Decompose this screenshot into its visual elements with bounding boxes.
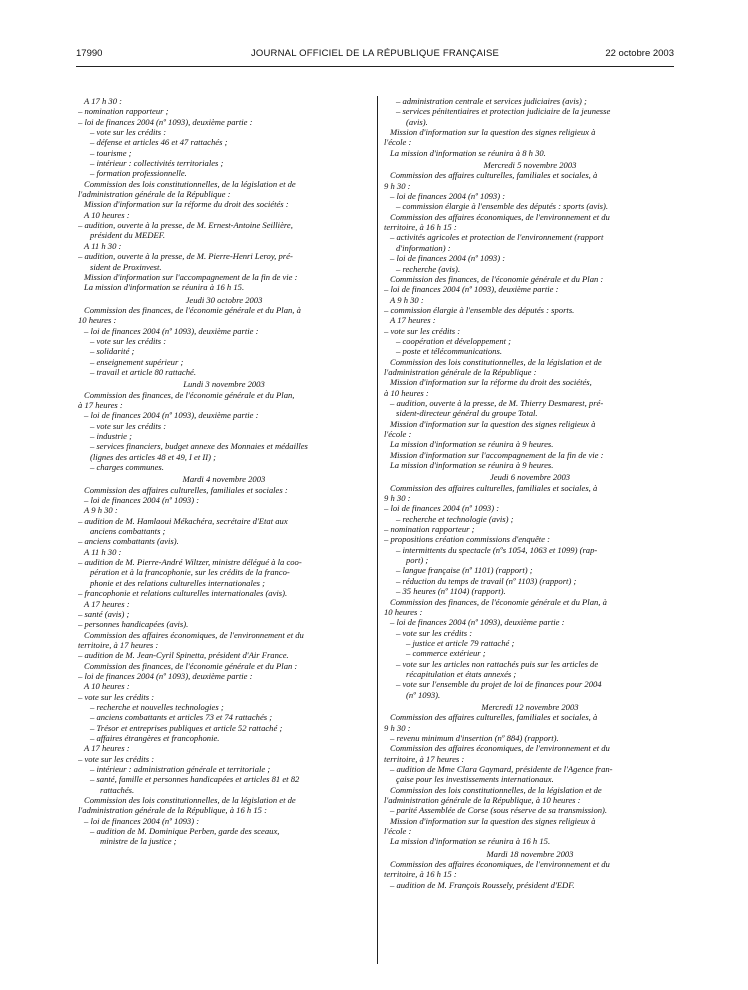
text-line: – formation professionnelle. [90, 168, 187, 179]
journal-title: JOURNAL OFFICIEL DE LA RÉPUBLIQUE FRANÇAISE [250, 48, 500, 59]
text-line: – santé (avis) ; [78, 608, 130, 619]
text-line: – vote sur les crédits : [90, 127, 167, 138]
text-line: port) ; [406, 555, 429, 566]
text-line: – propositions création commissions d'enquête : [384, 534, 550, 545]
column-divider [377, 96, 378, 964]
text-line: – vote sur l'ensemble du projet de loi de finances pour 2004 [396, 679, 602, 690]
text-line: Commission des lois constitutionnelles, de la législation et de [390, 356, 602, 367]
text-line: – audition de Mme Clara Gaymard, présidente de l'Agence fran- [390, 764, 613, 774]
text-line: – Trésor et entreprises publiques et article 52 rattaché ; [90, 722, 283, 733]
text-line: A 10 heures : [84, 681, 130, 692]
text-line: 10 heures : [384, 606, 423, 617]
text-line: à 17 heures : [78, 399, 123, 410]
text-line: ministre de la justice ; [100, 836, 177, 847]
text-line: – parité Assemblée de Corse (sous réserve de sa transmission). [390, 805, 608, 816]
text-line: – vote sur les crédits : [384, 325, 461, 336]
text-line: La mission d'information se réunira à 9 heures. [390, 439, 554, 450]
text-line: – coopération et développement ; [396, 335, 512, 346]
text-line: 9 h 30 : [384, 722, 411, 733]
section-date-heading: Mercredi 5 novembre 2003 [483, 160, 577, 171]
text-line: Commission des affaires économiques, de l'environnement et du [84, 629, 304, 640]
text-line: – vote sur les articles non rattachés puis sur les articles de [396, 658, 599, 669]
text-line: – poste et télécommunications. [396, 346, 502, 357]
text-line: Commission des lois constitutionnelles, de la législation et de [84, 795, 296, 806]
text-line: – solidarité ; [90, 346, 135, 357]
text-line: – audition, ouverte à la presse, de M. Ernest-Antoine Seillière, [78, 220, 293, 231]
text-line: – administration centrale et services judiciaires (avis) ; [396, 96, 587, 106]
text-line: – industrie ; [90, 431, 133, 441]
text-line: Commission des finances, de l'économie générale et du Plan, à [84, 304, 301, 315]
text-line: – loi de finances 2004 (nº 1093), deuxième partie : [78, 670, 253, 681]
text-line: – services pénitentiaires et protection judiciaire de la jeunesse [396, 106, 611, 117]
text-line: territoire, à 17 heures : [78, 639, 159, 650]
text-line: anciens combattants ; [90, 526, 166, 537]
text-line: sident de Proxinvest. [90, 261, 162, 272]
text-line: – loi de finances 2004 (nº 1093), deuxième partie : [84, 325, 259, 336]
text-line: Commission des finances, de l'économie générale et du Plan, [84, 389, 295, 400]
text-line: – recherche et nouvelles technologies ; [90, 701, 224, 712]
text-line: La mission d'information se réunira à 16 h 15. [390, 836, 551, 847]
text-line: – 35 heures (nº 1104) (rapport). [396, 586, 506, 597]
text-line: l'école : [384, 826, 412, 837]
text-line: A 9 h 30 : [390, 294, 424, 305]
text-line: – loi de finances 2004 (nº 1093), deuxième partie : [84, 410, 259, 421]
text-line: – commerce extérieur ; [406, 648, 486, 659]
text-line: – tourisme ; [90, 147, 132, 158]
text-line: 10 heures : [78, 315, 117, 326]
header-rule [76, 66, 674, 67]
text-line: A 17 heures : [390, 315, 436, 326]
text-line: territoire, à 17 heures : [384, 753, 465, 764]
page-header [76, 48, 674, 62]
text-line: – anciens combattants (avis). [78, 536, 179, 547]
text-line: A 9 h 30 : [84, 505, 118, 516]
text-line: pération et à la francophonie, sur les crédits de la franco- [90, 567, 290, 578]
text-line: – santé, famille et personnes handicapées et articles 81 et 82 [90, 774, 300, 785]
text-line: A 17 heures : [84, 743, 130, 754]
text-line: – loi de finances 2004 (nº 1093), deuxième partie : [390, 617, 565, 628]
text-line: – affaires étrangères et francophonie. [90, 732, 220, 743]
text-line: La mission d'information se réunira à 9 heures. [390, 460, 554, 471]
text-line: – vote sur les crédits : [90, 335, 167, 346]
text-line: – vote sur les crédits : [90, 420, 167, 431]
text-line: territoire, à 16 h 15 : [384, 869, 457, 880]
text-line: l'administration générale de la République, à 10 heures : [384, 795, 581, 806]
section-date-heading: Mardi 18 novembre 2003 [486, 848, 574, 859]
text-line: Mission d'information sur la réforme du droit des sociétés, [390, 377, 592, 388]
text-line: – réduction du temps de travail (nº 1103) (rapport) ; [396, 575, 577, 586]
text-line: Commission des affaires économiques, de l'environnement et du [390, 859, 610, 870]
text-line: Mission d'information sur l'accompagnement de la fin de vie : [84, 271, 298, 282]
text-line: – intérieur : collectivités territoriales ; [90, 158, 224, 169]
text-line: Mission d'information sur la question des signes religieux à [390, 418, 596, 429]
text-line: – loi de finances 2004 (nº 1093) : [390, 253, 506, 264]
text-line: Commission des affaires culturelles, familiales et sociales, à [390, 482, 598, 493]
text-line: rattachés. [100, 784, 135, 795]
text-line: phonie et des relations culturelles internationales ; [90, 577, 266, 588]
text-line: Commission des affaires économiques, de l'environnement et du [390, 743, 610, 754]
text-line: – loi de finances 2004 (nº 1093) : [390, 191, 506, 202]
text-line: d'information) : [396, 242, 451, 253]
section-date-heading: Jeudi 30 octobre 2003 [185, 294, 263, 305]
text-line: – travail et article 80 rattaché. [90, 366, 196, 377]
text-line: – défense et articles 46 et 47 rattachés ; [90, 137, 228, 148]
text-line: – loi de finances 2004 (nº 1093) : [384, 503, 500, 514]
text-line: – charges communes. [90, 462, 164, 473]
text-line: Commission des affaires culturelles, familiales et sociales, à [390, 170, 598, 181]
page-number: 17990 [76, 48, 103, 59]
text-line: La mission d'information se réunira à 16 h 15. [84, 282, 245, 293]
text-line: 9 h 30 : [384, 493, 411, 504]
text-line: – recherche (avis). [396, 263, 461, 274]
text-line: – commission élargie à l'ensemble des députés : sports. [384, 304, 575, 315]
text-line: A 17 h 30 : [84, 96, 123, 106]
text-line: Mission d'information sur la réforme du droit des sociétés : [84, 199, 289, 210]
text-line: – revenu minimum d'insertion (nº 884) (rapport). [390, 732, 559, 743]
text-line: – intérieur : administration générale et territoriale ; [90, 764, 271, 774]
text-line: – nomination rapporteur ; [384, 524, 475, 535]
text-line: – audition de M. Hamlaoui Mékachéra, secrétaire d'Etat aux [78, 515, 288, 526]
text-line: Mission d'information sur la question des signes religieux à [390, 815, 596, 826]
text-line: çaise pour les investissements internationaux. [396, 774, 554, 785]
text-line: sident-directeur général du groupe Total. [396, 408, 538, 419]
text-line: – loi de finances 2004 (nº 1093) : [84, 495, 200, 506]
text-line: – audition de M. François Roussely, président d'EDF. [390, 879, 575, 890]
text-line: – audition de M. Dominique Perben, garde des sceaux, [90, 826, 280, 837]
text-line: – audition de M. Pierre-André Wiltzer, ministre délégué à la coo- [78, 557, 302, 568]
text-line: – francophonie et relations culturelles internationales (avis). [78, 588, 288, 599]
text-line: – loi de finances 2004 (nº 1093), deuxième partie : [384, 284, 559, 295]
text-line: – anciens combattants et articles 73 et 74 rattachés ; [90, 712, 273, 723]
text-line: 9 h 30 : [384, 180, 411, 191]
text-line: A 10 heures : [84, 209, 130, 220]
text-line: – audition de M. Jean-Cyril Spinetta, président d'Air France. [78, 650, 289, 661]
text-line: – commission élargie à l'ensemble des députés : sports (avis). [396, 201, 609, 212]
text-line: – loi de finances 2004 (nº 1093) : [84, 815, 200, 826]
section-date-heading: Mardi 4 novembre 2003 [182, 474, 266, 485]
text-line: A 11 h 30 : [84, 240, 122, 251]
text-line: A 17 heures : [84, 598, 130, 609]
text-line: l'école : [384, 137, 412, 148]
section-date-heading: Mercredi 12 novembre 2003 [481, 701, 579, 712]
text-line: récapitulation et états annexés ; [406, 668, 517, 679]
text-line: – services financiers, budget annexe des Monnaies et médailles [90, 441, 308, 452]
section-date-heading: Jeudi 6 novembre 2003 [489, 472, 571, 483]
text-line: territoire, à 16 h 15 : [384, 222, 457, 233]
text-line: Mission d'information sur l'accompagnement de la fin de vie : [390, 449, 604, 460]
text-line: Commission des lois constitutionnelles, de la législation et de [390, 784, 602, 795]
text-line: à 10 heures : [384, 387, 429, 398]
text-line: – recherche et technologie (avis) ; [396, 513, 514, 524]
text-line: – audition, ouverte à la presse, de M. Pierre-Henri Leroy, pré- [78, 251, 293, 262]
text-line: – intermittents du spectacle (nºs 1054, 1063 et 1099) (rap- [396, 544, 598, 555]
text-line: l'administration générale de la République, à 16 h 15 : [78, 805, 267, 816]
text-line: – justice et article 79 rattaché ; [406, 637, 515, 648]
text-line: l'administration générale de la République : [384, 366, 537, 377]
text-line: (avis). [406, 116, 428, 127]
text-line: Commission des finances, de l'économie générale et du Plan, à [390, 596, 607, 607]
text-line: Commission des lois constitutionnelles, de la législation et de [84, 178, 296, 189]
section-date-heading: Lundi 3 novembre 2003 [183, 379, 265, 390]
text-line: – loi de finances 2004 (nº 1093), deuxième partie : [78, 116, 253, 127]
issue-date: 22 octobre 2003 [605, 48, 674, 59]
text-line: président du MEDEF. [90, 230, 166, 241]
text-line: – activités agricoles et protection de l'environnement (rapport [390, 232, 604, 243]
text-line: l'administration générale de la République : [78, 189, 231, 200]
text-line: Commission des finances, de l'économie générale et du Plan : [390, 273, 604, 284]
text-line: Commission des affaires culturelles, familiales et sociales : [84, 484, 288, 495]
text-line: Commission des affaires économiques, de l'environnement et du [390, 211, 610, 222]
text-line: La mission d'information se réunira à 8 h 30. [390, 147, 546, 158]
text-line: Commission des affaires culturelles, familiales et sociales, à [390, 712, 598, 723]
text-line: Mission d'information sur la question des signes religieux à [390, 127, 596, 138]
text-line: – vote sur les crédits : [78, 753, 155, 764]
text-line: Commission des finances, de l'économie générale et du Plan : [84, 660, 298, 671]
text-line: (nº 1093). [406, 689, 441, 700]
text-line: – vote sur les crédits : [78, 691, 155, 702]
right-column [384, 96, 676, 890]
text-line: – langue française (nº 1101) (rapport) ; [396, 565, 533, 576]
left-column [78, 96, 370, 847]
text-line: – vote sur les crédits : [396, 627, 473, 638]
text-line: (lignes des articles 48 et 49, I et II) ; [90, 451, 217, 462]
text-line: – personnes handicapées (avis). [78, 619, 189, 630]
text-line: – enseignement supérieur ; [90, 356, 184, 367]
text-line: l'école : [384, 429, 412, 439]
text-line: A 11 h 30 : [84, 546, 122, 557]
text-line: – nomination rapporteur ; [78, 106, 169, 117]
text-line: – audition, ouverte à la presse, de M. Thierry Desmarest, pré- [390, 397, 604, 408]
